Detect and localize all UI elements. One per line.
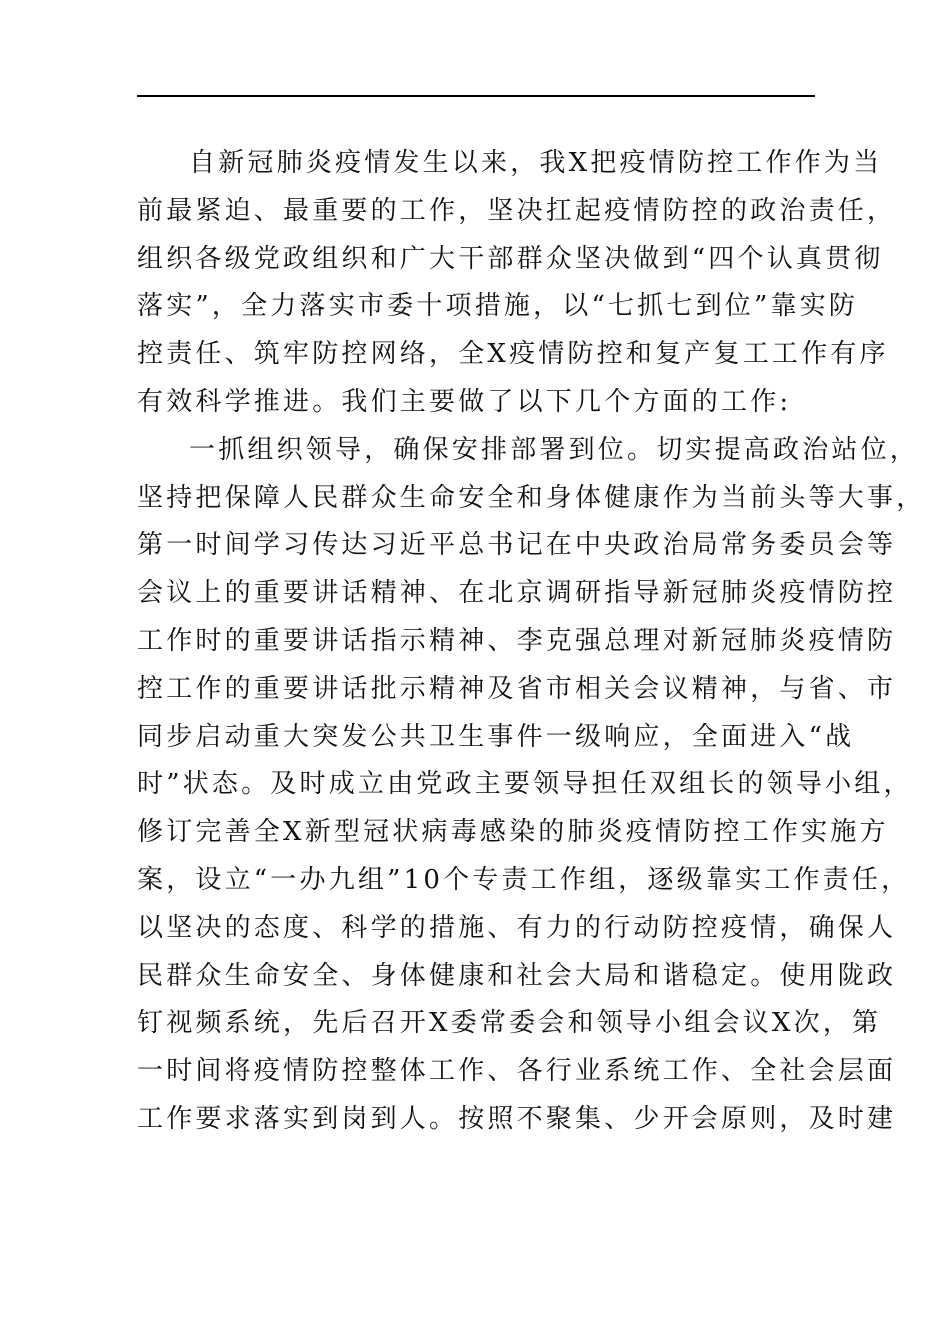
paragraph-2-line-11: 以坚决的态度、科学的措施、有力的行动防控疫情，确保人 <box>137 912 897 943</box>
paragraph-2-line-4: 会议上的重要讲话精神、在北京调研指导新冠肺炎疫情防控 <box>137 578 897 609</box>
paragraph-2-line-7: 同步启动重大突发公共卫生事件一级响应，全面进入“战 <box>137 721 855 752</box>
paragraph-1-line-5: 控责任、筑牢防控网络，全X疫情防控和复产复工工作有序 <box>137 339 889 370</box>
paragraph-2-line-5: 工作时的重要讲话指示精神、李克强总理对新冠肺炎疫情防 <box>137 625 897 656</box>
paragraph-2-line-2: 坚持把保障人民群众生命安全和身体健康作为当前头等大事， <box>137 482 926 513</box>
paragraph-1-line-3: 组织各级党政组织和广大干部群众坚决做到“四个认真贯彻 <box>137 243 884 274</box>
header-rule <box>137 95 815 97</box>
paragraph-1-line-1: 自新冠肺炎疫情发生以来，我X把疫情防控工作作为当 <box>189 148 883 178</box>
paragraph-2-line-1: 一抓组织领导，确保安排部署到位。切实提高政治站位， <box>189 434 920 465</box>
paragraph-2-line-14: 一时间将疫情防控整体工作、各行业系统工作、全社会层面 <box>137 1056 897 1087</box>
paragraph-2-line-12: 民群众生命安全、身体健康和社会大局和谐稳定。使用陇政 <box>137 960 897 991</box>
paragraph-2-line-15: 工作要求落实到岗到人。按照不聚集、少开会原则，及时建 <box>137 1103 897 1134</box>
paragraph-1-line-2: 前最紧迫、最重要的工作，坚决扛起疫情防控的政治责任， <box>137 195 897 226</box>
paragraph-2-line-6: 控工作的重要讲话批示精神及省市相关会议精神，与省、市 <box>137 673 897 704</box>
paragraph-2-line-3: 第一时间学习传达习近平总书记在中央政治局常务委员会等 <box>137 530 897 561</box>
paragraph-2-line-8: 时”状态。及时成立由党政主要领导担任双组长的领导小组， <box>137 769 913 800</box>
document-body <box>137 140 926 1144</box>
paragraph-1-line-4: 落实”，全力落实市委十项措施，以“七抓七到位”靠实防 <box>137 291 859 322</box>
paragraph-2-line-13: 钉视频系统，先后召开X委常委会和领导小组会议X次，第 <box>137 1008 882 1039</box>
paragraph-2-line-10: 案，设立“一办九组”10个专责工作组，逐级靠实工作责任， <box>137 864 911 895</box>
paragraph-1-line-6: 有效科学推进。我们主要做了以下几个方面的工作: <box>137 386 792 417</box>
paragraph-2-line-9: 修订完善全X新型冠状病毒感染的肺炎疫情防控工作实施方 <box>137 817 889 848</box>
